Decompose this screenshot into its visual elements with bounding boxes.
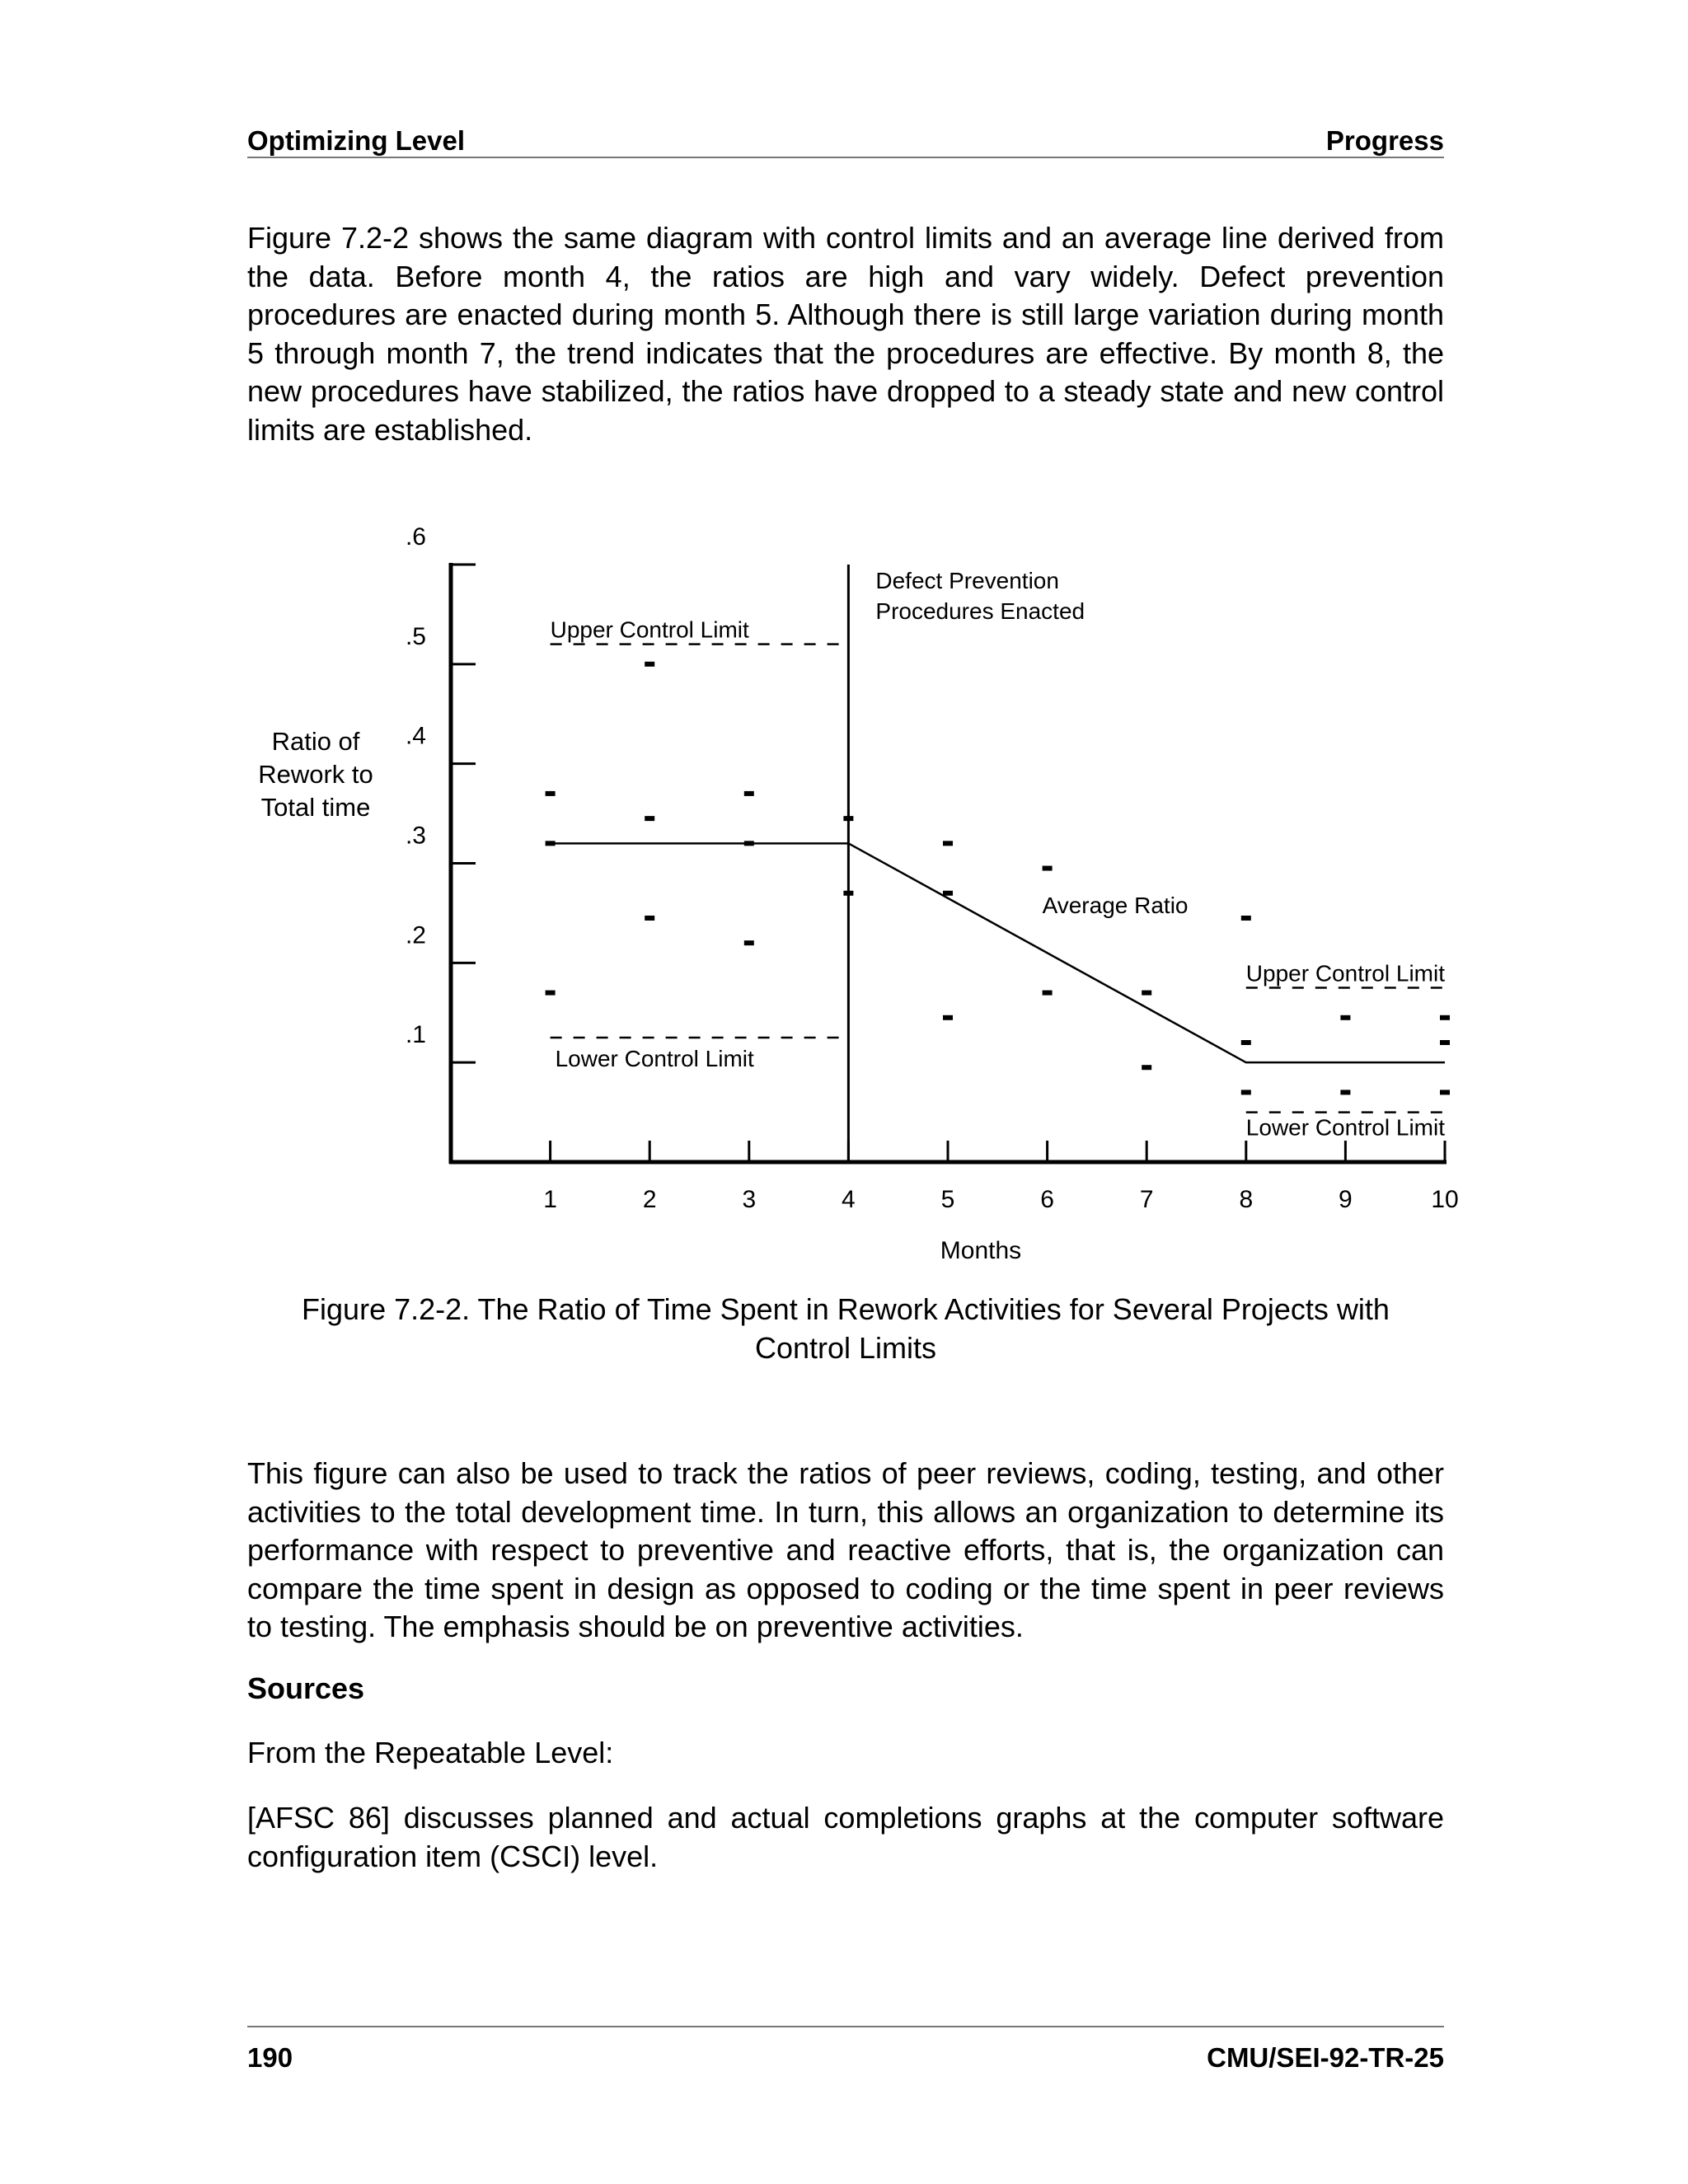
y-axis-title: Ratio of xyxy=(271,727,360,756)
x-tick-label: 10 xyxy=(1431,1186,1459,1213)
data-point xyxy=(1241,1040,1251,1045)
average-ratio-line xyxy=(551,843,1445,1062)
data-point xyxy=(943,1015,953,1020)
x-tick-label: 3 xyxy=(742,1186,757,1213)
data-point xyxy=(1142,1065,1151,1070)
data-point xyxy=(1340,1090,1350,1094)
page-footer xyxy=(247,2026,1444,2073)
y-tick-label: .4 xyxy=(405,722,426,750)
data-point xyxy=(645,662,654,667)
data-point xyxy=(1043,866,1053,871)
y-axis-title: Total time xyxy=(260,793,371,822)
page-number: 190 xyxy=(247,2042,293,2073)
data-point xyxy=(1043,991,1053,996)
y-tick-label: .1 xyxy=(405,1021,426,1049)
y-tick-label: .5 xyxy=(405,622,426,650)
y-tick-label: .3 xyxy=(405,822,426,850)
data-point xyxy=(943,841,953,846)
x-tick-label: 6 xyxy=(1040,1186,1054,1213)
figure-caption-line-1: Figure 7.2-2. The Ratio of Time Spent in Rework Activities for Several Projects with xyxy=(302,1292,1390,1326)
data-point xyxy=(645,816,654,821)
x-tick-label: 1 xyxy=(543,1186,557,1213)
data-point xyxy=(1440,1090,1450,1094)
data-point xyxy=(546,841,556,846)
x-tick-label: 9 xyxy=(1339,1186,1353,1213)
x-tick-label: 7 xyxy=(1139,1186,1154,1213)
control-limit-label: Lower Control Limit xyxy=(1245,1114,1446,1141)
x-tick-label: 2 xyxy=(642,1186,657,1213)
x-tick-label: 4 xyxy=(842,1186,856,1213)
data-point xyxy=(744,791,754,796)
x-axis-title: Months xyxy=(940,1237,1022,1264)
y-tick-label: .6 xyxy=(405,523,426,551)
data-point xyxy=(1241,916,1251,921)
header-section-title: Optimizing Level xyxy=(247,125,466,156)
header-chapter-title: Progress xyxy=(1325,125,1444,156)
report-id: CMU/SEI-92-TR-25 xyxy=(1207,2042,1444,2073)
data-point xyxy=(1440,1040,1450,1045)
data-point xyxy=(546,991,556,996)
data-point xyxy=(843,891,853,896)
sources-level-label: From the Repeatable Level: xyxy=(247,1736,614,1769)
data-point xyxy=(943,891,953,896)
body-paragraph: This figure can also be used to track the ratios of peer reviews, coding, testing, and other activities to the total development time. In turn, this allows an organization to determine its performance with respect to preventive and reactive efforts, that is, the organization can compare the time spent in design as opposed to coding or the time spent in peer reviews to testing. The emphasis should be on preventive activities. xyxy=(247,1456,1444,1643)
data-point xyxy=(1340,1015,1350,1020)
data-point xyxy=(744,940,754,945)
figure-caption xyxy=(247,1290,1444,1367)
data-point xyxy=(1241,1090,1251,1094)
x-tick-label: 5 xyxy=(940,1186,955,1213)
figure-caption-line-2: Control Limits xyxy=(754,1331,937,1365)
intro-paragraph: Figure 7.2-2 shows the same diagram with control limits and an average line derived from the data. Before month 4, the ratios are high and vary widely. Defect prevention procedures are enacted during month 5. Although there is still large variation during month 5 through month 7, the trend indicates that the procedures are effective. By month 8, the new procedures have stabilized, the ratios have dropped to a steady state and new control limits are established. xyxy=(247,221,1444,447)
sources-reference: [AFSC 86] discusses planned and actual completions graphs at the computer software configuration item (CSCI) level. xyxy=(247,1801,1444,1873)
data-point xyxy=(546,791,556,796)
data-point xyxy=(1142,991,1151,996)
x-tick-label: 8 xyxy=(1239,1186,1254,1213)
y-tick-label: .2 xyxy=(405,921,426,949)
event-marker-label: Defect Prevention xyxy=(875,568,1059,593)
control-limit-label: Upper Control Limit xyxy=(1245,960,1446,987)
data-point xyxy=(645,916,654,921)
control-limit-label: Upper Control Limit xyxy=(550,616,749,643)
event-marker-label: Procedures Enacted xyxy=(875,598,1085,624)
data-point xyxy=(1440,1015,1450,1020)
control-limit-label: Lower Control Limit xyxy=(555,1045,754,1071)
data-point xyxy=(843,816,853,821)
sources-heading: Sources xyxy=(247,1671,365,1705)
average-ratio-label: Average Ratio xyxy=(1042,892,1189,918)
y-axis-title: Rework to xyxy=(258,760,373,789)
data-point xyxy=(744,841,754,846)
